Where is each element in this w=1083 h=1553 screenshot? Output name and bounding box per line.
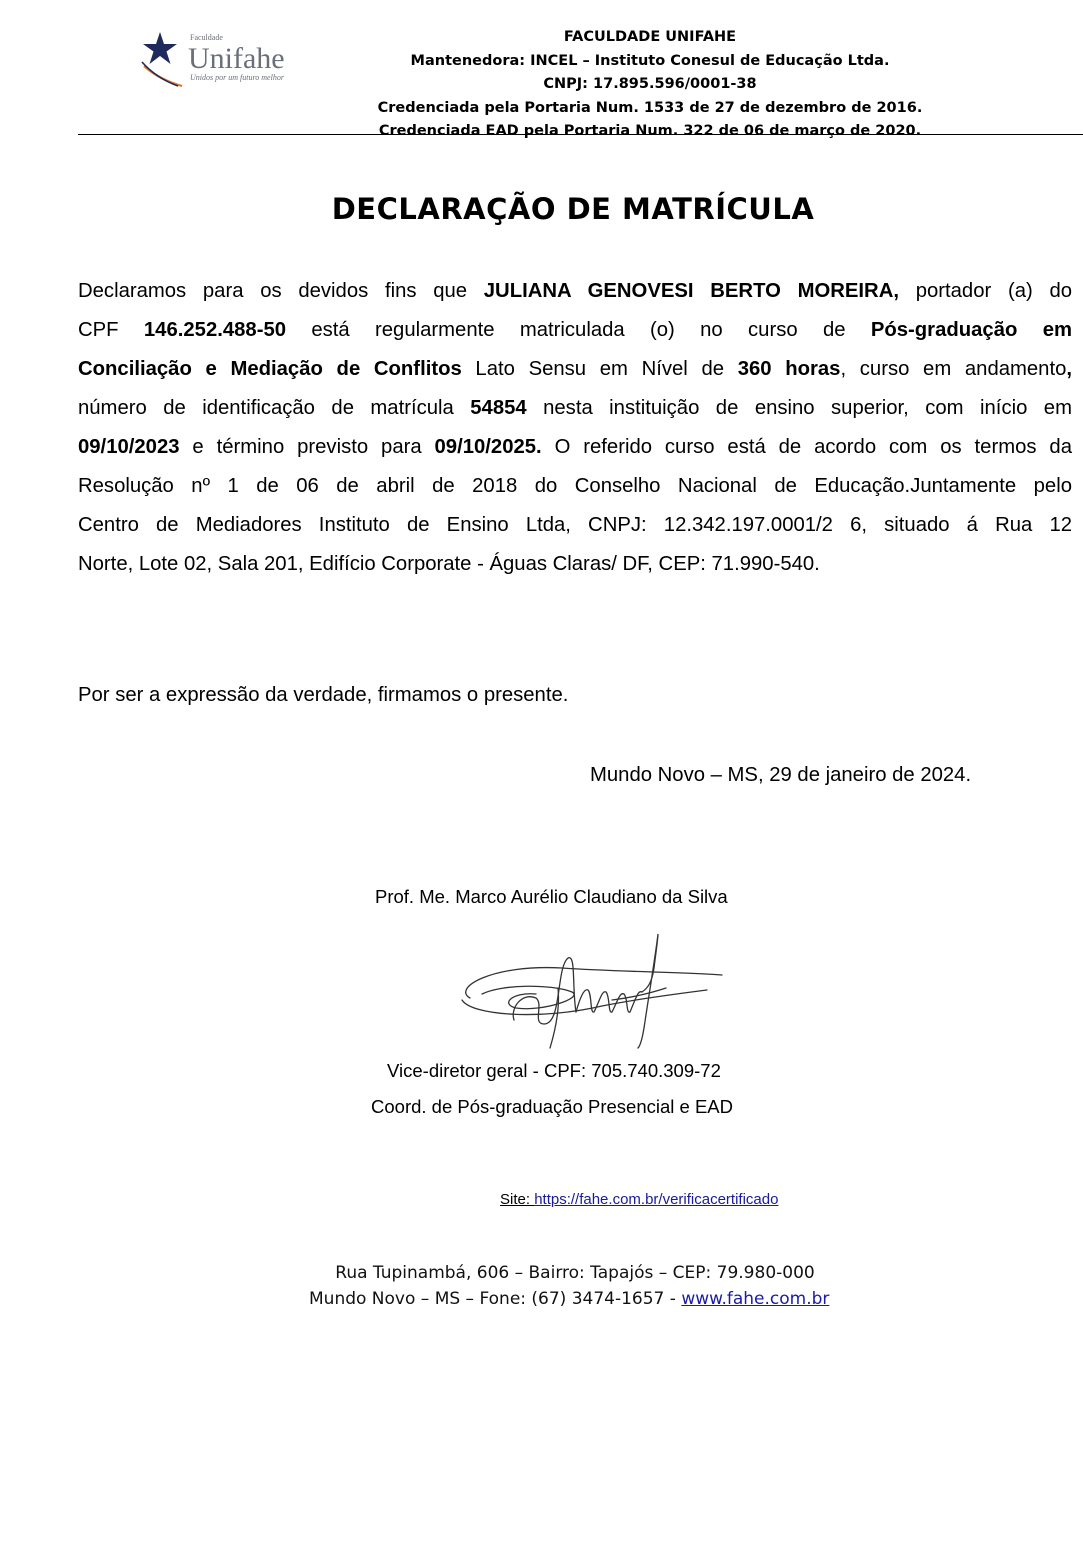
student-name: JULIANA GENOVESI BERTO MOREIRA, — [483, 280, 899, 302]
site-label: Site: — [500, 1191, 535, 1208]
logo-name: Unifahe — [188, 42, 285, 75]
paragraph-line: CPF 146.252.488-50 está regularmente matriculada (o) no curso de Pós-graduação em — [78, 319, 1073, 341]
accreditation-line: Credenciada pela Portaria Num. 1533 de 27 de dezembro de 2016. — [377, 99, 923, 116]
handwritten-signature — [452, 928, 732, 1058]
student-cpf: 146.252.488-50 — [143, 319, 287, 341]
signature-icon — [452, 928, 732, 1058]
course-hours: 360 horas — [737, 358, 841, 380]
logo-small-text: Faculdade — [190, 33, 223, 42]
course-name-part1: Pós-graduação em — [870, 319, 1073, 341]
paragraph-line: Centro de Mediadores Instituto de Ensino Ltda, CNPJ: 12.342.197.0001/2 6, situado á Rua 12 — [78, 514, 1072, 536]
paragraph-line: Conciliação e Mediação de Conflitos Lato Sensu em Nível de 360 horas, curso em andamento, — [78, 358, 1073, 380]
footer-contact — [309, 1289, 829, 1309]
course-name-part2: Conciliação e Mediação de Conflitos — [78, 358, 462, 380]
start-date: 09/10/2023 — [78, 436, 180, 458]
paragraph-line: Norte, Lote 02, Sala 201, Edifício Corporate - Águas Claras/ DF, CEP: 71.990-540. — [78, 553, 820, 575]
star-icon — [143, 32, 177, 64]
footer-website-link[interactable]: www.fahe.com.br — [681, 1289, 830, 1309]
paragraph-line: número de identificação de matrícula 54854 nesta instituição de ensino superior, com início em — [78, 397, 1072, 419]
end-date: 09/10/2025. — [434, 436, 542, 458]
signer-coordination: Coord. de Pós-graduação Presencial e EAD — [371, 1096, 733, 1117]
footer-address: Rua Tupinambá, 606 – Bairro: Tapajós – CEP: 79.980-000 — [335, 1263, 815, 1283]
logo-tagline: Unidos por um futuro melhor — [190, 73, 284, 82]
verification-link[interactable]: https://fahe.com.br/verificacertificado — [534, 1191, 779, 1208]
place-and-date: Mundo Novo – MS, 29 de janeiro de 2024. — [590, 764, 972, 786]
document-title: DECLARAÇÃO DE MATRÍCULA — [331, 192, 815, 226]
closing-statement: Por ser a expressão da verdade, firmamos o presente. — [78, 684, 569, 706]
paragraph-line: 09/10/2023 e término previsto para 09/10/2025. O referido curso está de acordo com os termos da — [78, 436, 1072, 458]
maintainer-line: Mantenedora: INCEL – Instituto Conesul de Educação Ltda. — [410, 52, 890, 69]
institution-cnpj: CNPJ: 17.895.596/0001-38 — [543, 76, 757, 92]
signer-name: Prof. Me. Marco Aurélio Claudiano da Silva — [375, 886, 728, 907]
footer-city-phone: Mundo Novo – MS – Fone: (67) 3474-1657 - — [309, 1289, 682, 1309]
enrollment-id: 54854 — [470, 397, 527, 419]
paragraph-line: Resolução nº 1 de 06 de abril de 2018 do Conselho Nacional de Educação.Juntamente pelo — [78, 475, 1072, 497]
paragraph-line: Declaramos para os devidos fins que JULIANA GENOVESI BERTO MOREIRA, portador (a) do — [78, 280, 1073, 302]
institution-header — [300, 26, 1000, 144]
institution-logo — [138, 28, 298, 90]
verification-site — [500, 1191, 778, 1208]
unifahe-logo — [138, 28, 298, 90]
header-divider — [78, 134, 1083, 135]
institution-name: FACULDADE UNIFAHE — [563, 29, 737, 45]
ead-accreditation-line: Credenciada EAD pela Portaria Num. 322 de 06 de março de 2020. — [378, 123, 922, 139]
signer-role: Vice-diretor geral - CPF: 705.740.309-72 — [387, 1060, 721, 1081]
